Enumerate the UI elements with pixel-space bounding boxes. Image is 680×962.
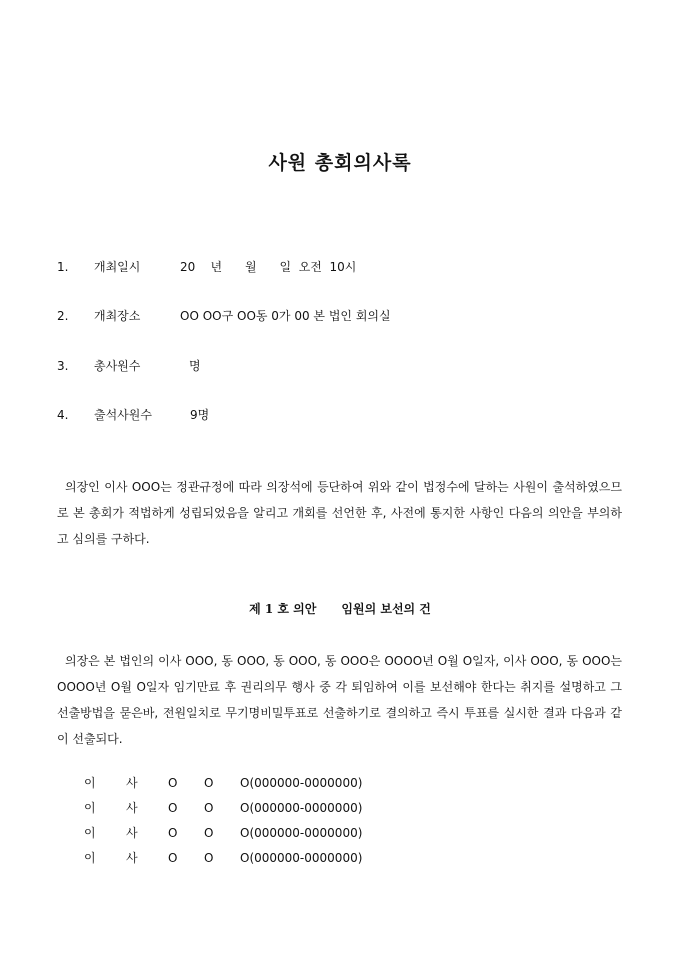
meeting-datetime-row [57, 258, 356, 275]
total-members-row [57, 357, 201, 374]
member-id: O(000000-0000000) [240, 851, 363, 865]
member-title-char: 사 [126, 851, 138, 865]
attending-members-row [57, 406, 209, 423]
elected-member-row [84, 849, 362, 866]
item-value: OO OO구 OO동 0가 00 본 법인 회의실 [180, 309, 391, 323]
item-number: 1. [57, 260, 69, 274]
member-title-char: 이 [84, 776, 96, 790]
agenda-body-paragraph: 의장은 본 법인의 이사 OOO, 동 OOO, 동 OOO, 동 OOO은 OOOO년 O월 O일자, 이사 OOO, 동 OOO는 OOOO년 O월 O일자 임기만료 후 권리의무 행사 중 각 퇴임하여 이를 보선해야 한다는 취지를 설명하고 그 선출방법을 묻은바, 전원일치로 무기명비밀투표로 선출하기로 결의하고 즉시 투표를 실시한 결과 다음과 같이 선출되다. [57, 654, 622, 746]
member-name-char: O [168, 826, 178, 840]
member-name-char: O [168, 776, 178, 790]
meeting-place-row [57, 307, 391, 324]
item-label: 개최일시 [94, 260, 141, 274]
item-label: 총사원수 [94, 359, 141, 373]
member-name-char: O [204, 776, 214, 790]
elected-member-row [84, 799, 362, 816]
member-name-char: O [168, 851, 178, 865]
member-title-char: 사 [126, 776, 138, 790]
member-name-char: O [204, 826, 214, 840]
member-title-char: 이 [84, 801, 96, 815]
item-number: 4. [57, 408, 69, 422]
member-title-char: 사 [126, 826, 138, 840]
member-title-char: 사 [126, 801, 138, 815]
member-id: O(000000-0000000) [240, 776, 363, 790]
elected-member-row [84, 774, 362, 791]
item-label: 개최장소 [94, 309, 141, 323]
item-value: 9명 [190, 408, 210, 422]
document-title: 사원 총회의사록 [268, 152, 412, 174]
member-id: O(000000-0000000) [240, 826, 363, 840]
elected-member-row [84, 824, 362, 841]
member-name-char: O [204, 801, 214, 815]
intro-paragraph: 의장인 이사 OOO는 정관규정에 따라 의장석에 등단하여 위와 같이 법정수에 달하는 사원이 출석하였으므로 본 총회가 적법하게 성립되었음을 알리고 개회를 선언한 후, 사전에 통지한 사항인 다음의 의안을 부의하고 심의를 구하다. [57, 480, 622, 546]
member-name-char: O [168, 801, 178, 815]
item-value: 20 년 월 일 오전 10시 [180, 260, 357, 274]
agenda-title: 제 1 호 의안 임원의 보선의 건 [249, 602, 431, 616]
member-title-char: 이 [84, 826, 96, 840]
item-value: 명 [189, 359, 201, 373]
item-number: 3. [57, 359, 69, 373]
member-name-char: O [204, 851, 214, 865]
item-label: 출석사원수 [94, 408, 152, 422]
member-title-char: 이 [84, 851, 96, 865]
member-id: O(000000-0000000) [240, 801, 363, 815]
item-number: 2. [57, 309, 69, 323]
